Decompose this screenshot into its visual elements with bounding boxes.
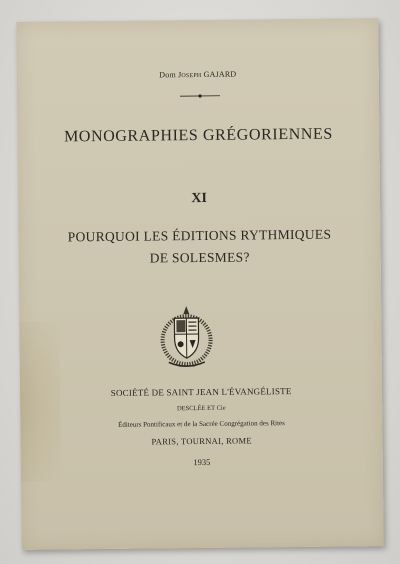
volume-number: XI [191, 190, 207, 207]
ornamental-rule-icon [180, 92, 220, 100]
author-line [17, 68, 379, 81]
publisher-cities: PARIS, TOURNAI, ROME [151, 435, 252, 447]
author-prefix: Dom [159, 70, 176, 80]
subtitle-line-2: DE SOLESMES? [149, 249, 250, 266]
series-title: MONOGRAPHIES GRÉGORIENNES [63, 125, 333, 146]
subtitle-line-1: POURQUOI LES ÉDITIONS RYTHMIQUES [67, 226, 332, 245]
publisher-name: DESCLÉE ET Cie [176, 404, 226, 413]
author-surname: GAJARD [203, 69, 237, 79]
publisher-description: Éditeurs Pontificaux et de la Sacrée Congrégation des Rites [118, 419, 285, 429]
booklet-cover [16, 18, 384, 550]
publisher-society: SOCIÉTÉ DE SAINT JEAN L'ÉVANGÉLISTE [110, 386, 292, 398]
monastery-coat-of-arms-icon [156, 304, 217, 377]
author-first-name: Joseph [178, 69, 202, 80]
publication-year: 1935 [193, 456, 211, 468]
